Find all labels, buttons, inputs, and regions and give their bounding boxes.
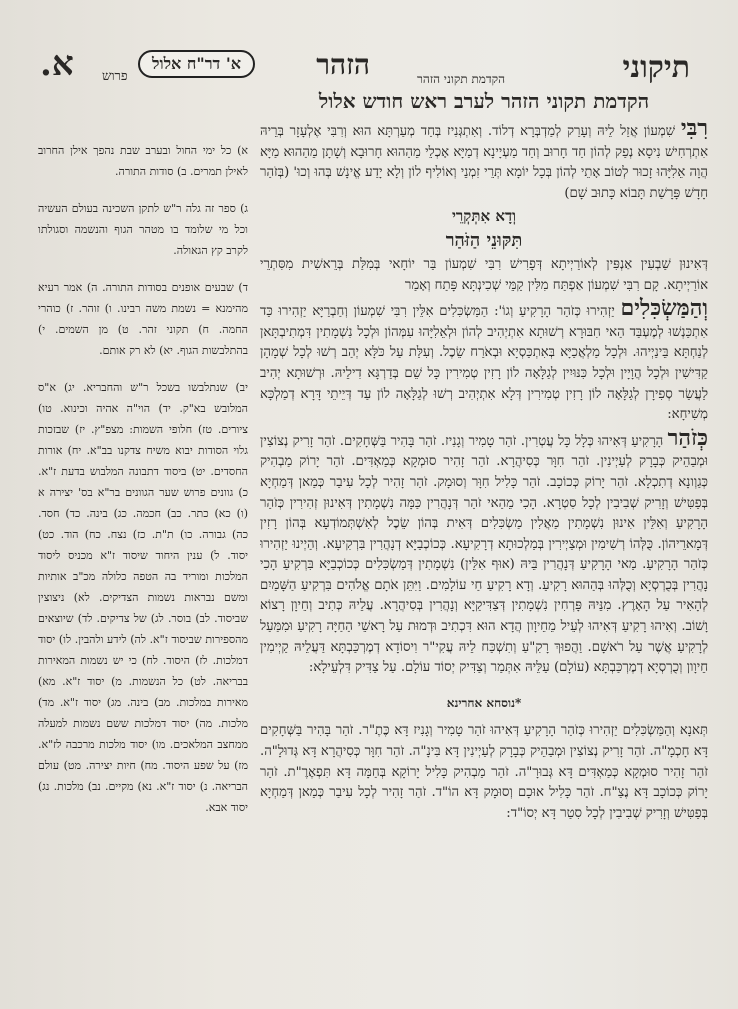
paragraph-3 bbox=[260, 295, 708, 426]
paragraph-4-text: הָרָקִיעַ דְּאִיהוּ כְּלָל כָּל עֲטְרִין. זֹהַר טָמִיר וְגָנִיז. זֹהַר בָּהִיר בַּשְּׁחָקִים. זֹהַר זָרִיק נְצוֹצִין וּמְבַהֵיק כְּבָרָק לְעַיְינִין. זֹהַר חִוָּר כְּסִיהֲרָא. זֹהַר זָהִיר סוּמְקָא כְּמַאְדִּים. זֹהַר יָרוֹק מַבְהִיק כְּגַוְונָא דְתִכְלָא. זֹהַר יָרוֹק כְּכוֹכָב. זֹהַר כָּלִיל חִוָּר וְסוּמָק. זֹהַר זָהִיר לְכָל עִיבַר כְּמַאן דְּמַחְיָא בְּפַטִּישׁ וְזָרִיק שְׁבִיבִין לְכָל סִטְרָא. הָכִי מֵהַאי זֹהַר דְּנָהֲרִין כַּמָּה נִשְׁמָתִין דְּאִינוּן זְהִירִין כְּזֹהַר הָרָקִיעַ וְאִלֵּין אִינוּן נִשְׁמָתִין מַאֲלִין מַשְׂכִּלִים דְּאִית בְּהוֹן שֵׂכֶל לְאִשְׁתְּמוֹדְעָא בְּהוֹן רָזִין דְּמָארֵיהוֹן. כֻּלְּהוֹ רְשִׁימִין וּמְצַיְירִין בְּמַלְכוּתָא דְרָקִיעָא. כְּכוֹכְבַיָּא דְנָהֲרִין בִּרְקִיעָא. וְהַיְינוּ יַזְהִירוּ כְּזֹהַר הָרָקִיעַ. מַאי הָרָקִיעַ דְּנָהֲרִין בֵּיהּ (אוּף אִלֵּין) נִשְׁמָתִין דְּמַשְׂכִּלִים כְּכוֹכְבַיָּא בִּרְקִיעַ הָכִי נָהֲרִין בְּכֻרְסְיָא וְכֻלְּהוּ בְּהַהוּא רָקִיעַ. וְדָא רָקִיעַ חַי עוֹלָמִים. וַיִּתֵּן אֹתָם אֱלֹהִים בִּרְקִיעַ הַשָּׁמַיִם לְהָאִיר עַל הָאָרֶץ. מִנֵּיהּ פָּרְחִין נִשְׁמָתִין דְּצַדִּיקַיָּא וְנָהֲרִין בְּסִיהֲרָא. עֲלֵיהּ כְּתִיב וְחֵיוָן רָצוֹא וָשׁוֹב. וְאִיהוּ רָקִיעַ דְּאִיהוּ לְעֵיל מֵחֵיוָון הֲדָא הוּא דִּכְתִיב וּדְמוּת עַל רָאשֵׁי הַחַיָּה רָקִיעַ וּמִמַּעַל לְרָקִיעַ אֲשֶׁר עַל רֹאשָׁם. וַהֲפוּךְ רָקִ"עַ וְתִשְׁכַּח לֵיהּ עֲקִי"ר וִיסוֹדָא דְמֶרְכַּבְתָּא דַּעֲלֵיהּ קַיְימִין חֵיוָון וְכֻרְסְיָא דְמֶרְכַּבְתָּא (עוֹלָם) עַלֵּיהּ אִתְּמַר וְצַדִּיק יְסוֹד עוֹלָם. עַל צַדִּיק דִּלְעֵילָא: bbox=[260, 433, 708, 676]
commentary-note: יב) שנתלבשו בשכל ר"ש והחבריא. יג) א"ס המלובש בא"ק. יד) הוי"ה אהיה וכינוא. טו) ציורים. טז) חלופי השמות: מצפ"ץ. יז) שבזכות גלוי הסודות יבוא משיח צדקנו בב"א. יח) אורות החסדים. יט) ביסוד דתבונה המלבוש בדעת ז"א. כ) גוונים פרוש שער הגוונים בר"א בס' יצירה א (ו) כא) כתר. כב) חכמה. כג) בינה. כד) חסד. כה) גבורה. כו) ת"ת. כז) נצח. כח) הוד. כט) יסוד. ל) ענין היחוד שיסוד ז"א מכניס ליסוד המלכות ומוריד בה הטפה כלולה מכ"ב אותיות ומשם נבראות נשמות הצדיקים. לא) ניצוצין שביסוד. לב) בוסר. לג) של צדיקים. לד) שיוצאים מהספירות שביסוד ז"א. לה) לידע ולהבין. לו) יסוד דמלכות. לז) היסוד. לח) כי יש נשמות המאירות בבריאה. לט) כל הנשמות. מ) יסוד ז"א. מא) מאירות במלכות. מב) בינה. מג) יסוד ז"א. מד) מלכות. מה) יסוד דמלכות ששם נשמות למעלה ממחצב המלאכים. מו) יסוד מלכות מרכבה לז"א. מז) על שפע היסוד. מח) חיות יצירה. מט) עולם הבריאה. נ) יסוד ז"א. נא) מקיים. נב) מלכות. נג) יסוד אבא. bbox=[38, 381, 248, 814]
paragraph-1 bbox=[260, 115, 708, 204]
book-subtitle: הקדמת תקוני הזהר bbox=[416, 72, 505, 86]
paragraph-5: תְּאנָא וְהַמַּשְׂכִּלִים יַזְהִירוּ כְּזֹהַר הָרָקִיעַ דְּאִיהוּ זֹהַר טָמִיר וְגָנִיז דָּא כֶּתֶ"ר. זֹהַר בָּהִיר בַּשְּׁחָקִים דָּא חָכְמָ"ה. זֹהַר זָרִיק נְצוֹצִין וּמְבַהֵיק כְּבָרָק לְעַיְינִין דָּא בִּינָ"ה. זֹהַר חִוָּר כְּסִיהֲרָא דָּא גְּדוּלָ"ה. זֹהַר זָהִיר סוּמְקָא כְּמַאְדִּים דָּא גְּבוּרָ"ה. זֹהַר מַבְהִיק כָּלִיל יָרוֹקָא בְּחַמָּה דָּא תִּפְאֶרֶ"ת. זֹהַר יָרוֹק כְּכוֹכָב דָּא נֶצַ"ח. זֹהַר כָּלִיל אוּכָם וְסוּמָק דָּא הוֹ"ד. זֹהַר זָהִיר לְכָל עִיבַר כְּמַאן דְּמַחְיָא בְּפַטִּישׁ וְזָרִיק שְׁבִיבִין לְכָל סִטַר דָּא יְסוֹ"ד: bbox=[260, 723, 708, 821]
zohar-heading: הזהר bbox=[316, 48, 370, 81]
commentary-note: ד) שבעים אופנים בסודות התורה. ה) אמר רעיא מהימנא = נשמת משה רבינו. ו) זוהר. ז) כוהרי החמה. ח) תקוני זהר. ט) מן השמים. י) בהתלבשות הגוף. יא) לא רק אותם. bbox=[38, 281, 248, 357]
paragraph-2: דְּאִינוּן שַׁבְעִין אַנְפִּין לְאוֹרַיְיתָא דְּפָרִישׁ רִבִּי שִׁמְעוֹן בַּר יוֹחָאי בְּמִלַּת בְּרֵאשִׁית מִסִּתְרֵי אוֹרַיְיתָא. קָם רִבִּי שִׁמְעוֹן אַפְתַּח מִלִּין קַמֵּי שְׁכִינְתָּא פָּתַח וְאָמַר bbox=[260, 256, 708, 293]
paragraph-1-text: שִׁמְעוֹן אֲזַל לֵיהּ וְעָרַק לְמַדְבְּרָא דְלוֹד. וְאִתְגְּנִיז בְּחַד מְעַרְתָּא הוּא וְרִבִּי אֶלְעָזָר בְּרֵיהּ אִתְרְחִישׁ נִיסָא נְפַק לְהוֹן חַד חָרוּב וְחַד מַעְיָינָא דְמַיָּא אָכְלֵי מֵהַהוּא חָרוּבָא וְשָׁתָן מֵהַהוּא מַיָּא הֲוָה אֵלִיָּהוּ זָכוּר לְטוֹב אָתֵי לְהוֹן בְּכָל יוֹמָא תְּרֵי זִמְנֵי וְאוֹלִיף לוֹן וְלָא יָדַע אֱינָשׁ בְּהוּ וְכוּ' (בְּזֹהַר חָדָשׁ פָּרָשַׁת תָּבוֹא כָּתוּב שָׁם) bbox=[260, 124, 708, 201]
paragraph-3-text: יַזְהִירוּ כְּזֹהַר הָרָקִיעַ וְגוֹ': הַמַּשְׂכִּלִים אִלֵּין רִבִּי שִׁמְעוֹן וְחַבְרַיָּא יַזְהִירוּ כַּד אִתְכַּנְשׁוּ לְמֶעְבַּד הַאי חִבּוּרָא רְשׁוּתָא אִתְיְהִיב לְהוֹן וּלְאֵלִיָּהוּ עִמְּהוֹן וּלְכָל נִשְׁמָתִין דִּמְתִיבְתָּאן לְנַחְתָּא בֵּינַיְיהוּ. וּלְכָל מַלְאֲכַיָּא בְּאִתְכַּסְיָא וּבְאֹרַח שֵׂכֶל. וְעִלַּת עַל כֹּלָּא יְהַב רְשׁוּ לְכָל שְׁמָהָן קַדִּישִׁין וּלְכָל הֲוָיָין וּלְכָל כִּנּוּיִין לְגַלָּאָה לוֹן רָזִין טְמִירִין כָּל שֵׁם בְּדַרְגָּא דִילֵיהּ. וּרְשׁוּתָא יְהִיב לַעֲשַׂר סְפִירָן לְגַלָּאָה לוֹן רָזִין טְמִירִין דְּלָא אִתְיְהִיב רְשׁוּ לְגַלָּאָה לוֹן עַד דְּיֵיתֵי דָּרָא דְמַלְכָּא מְשִׁיחָא: bbox=[260, 304, 708, 423]
main-title: הקדמת תקוני הזהר לערב ראש חודש אלול bbox=[318, 89, 650, 113]
opening-word: רִבִּי bbox=[680, 115, 708, 141]
section-word: וְדָא אִתְּקְרֵי bbox=[451, 207, 516, 226]
alt-version-title: *נוסחא אחרינא bbox=[446, 695, 522, 710]
page-letter: א. bbox=[40, 44, 74, 84]
commentary-note: ג) ספר זה גלה ר"ש לתקן השכינה בעולם העשיה וכל מי שלומד בו מטהר הגוף והנשמה וסגולתו לקרב קץ הגאולה. bbox=[38, 202, 248, 257]
paragraph-4 bbox=[260, 424, 708, 679]
section-title: תִּקּוּנֵי הַזֹּהַר bbox=[445, 229, 523, 251]
paragraph-4-lead: כְּזֹהַר bbox=[667, 424, 708, 451]
date-box: א' דר"ח אלול bbox=[138, 50, 255, 78]
paragraph-3-lead: וְהַמַּשְׂכִּלִים bbox=[620, 295, 708, 322]
commentary-heading: פרוש bbox=[102, 69, 128, 84]
book-title: תיקוני bbox=[622, 50, 690, 85]
commentary-note: א) כל ימי החול ובערב שבת נהפך אילן החרוב לאילן תמרים. ב) סודות התורה. bbox=[38, 144, 248, 178]
main-text-column bbox=[260, 88, 708, 968]
commentary-column bbox=[38, 140, 248, 840]
